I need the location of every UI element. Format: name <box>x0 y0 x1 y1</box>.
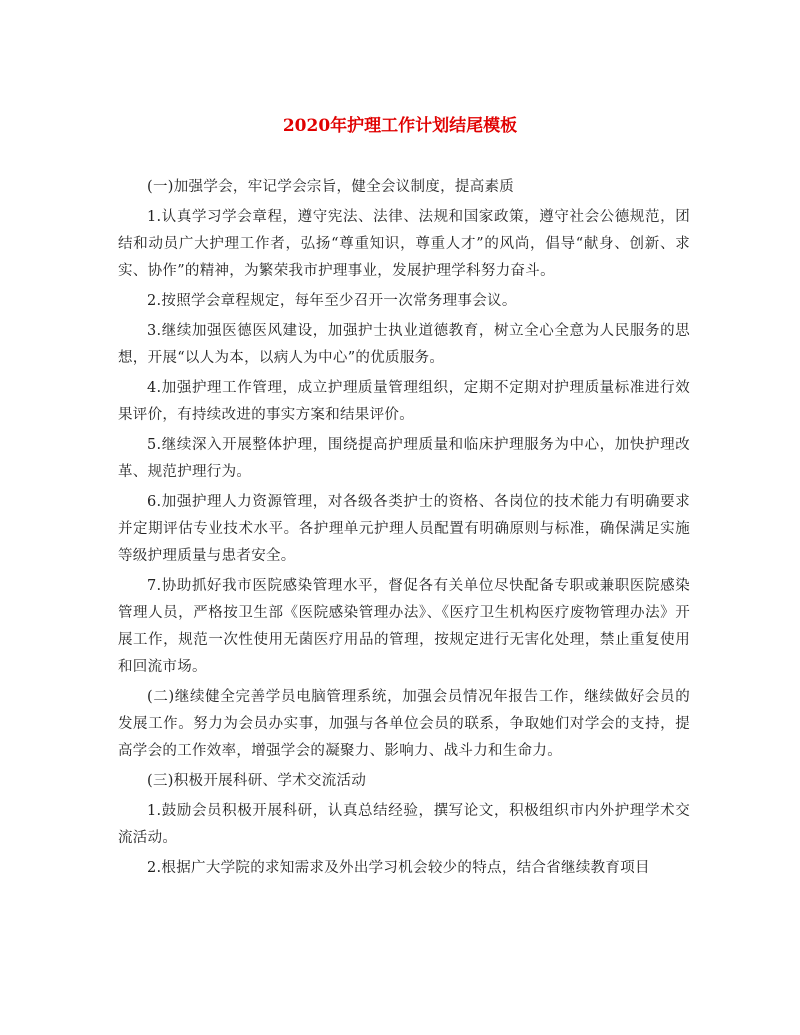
paragraph-section-3-heading: (三)积极开展科研、学术交流活动 <box>147 773 367 789</box>
paragraph-item-3: 3.继续加强医德医风建设，加强护士执业道德教育，树立全心全意为人民服务的思想，开展“以人为本，以病人为中心”的优质服务。 <box>118 323 690 366</box>
paragraph-item-1: 1.认真学习学会章程，遵守宪法、法律、法规和国家政策，遵守社会公德规范，团结和动员广大护理工作者，弘扬“尊重知识，尊重人才”的风尚，倡导“献身、创新、求实、协作”的精神，为繁荣我市护理事业，发展护理学科努力奋斗。 <box>118 209 690 279</box>
document-title: 2020年护理工作计划结尾模板 <box>282 116 518 136</box>
paragraph-item-7: 7.协助抓好我市医院感染管理水平，督促各有关单位尽快配备专职或兼职医院感染管理人员，严格按卫生部《医院感染管理办法》、《医疗卫生机构医疗废物管理办法》开展工作，规范一次性使用无菌医疗用品的管理，按规定进行无害化处理，禁止重复使用和回流市场。 <box>118 578 690 675</box>
paragraph-item-2: 2.按照学会章程规定，每年至少召开一次常务理事会议。 <box>147 293 517 309</box>
paragraph-section-1-heading: (一)加强学会，牢记学会宗旨，健全会议制度，提高素质 <box>147 179 515 195</box>
document-body <box>118 174 690 885</box>
paragraph-item-5: 5.继续深入开展整体护理，围绕提高护理质量和临床护理服务为中心，加快护理改革、规范护理行为。 <box>118 437 690 480</box>
paragraph-item-6: 6.加强护理人力资源管理，对各级各类护士的资格、各岗位的技术能力有明确要求并定期评估专业技术水平。各护理单元护理人员配置有明确原则与标准，确保满足实施等级护理质量与患者安全。 <box>118 494 690 564</box>
paragraph-section-2: (二)继续健全完善学员电脑管理系统，加强会员情况年报告工作，继续做好会员的发展工作。努力为会员办实事，加强与各单位会员的联系，争取她们对学会的支持，提高学会的工作效率，增强学会的凝聚力、影响力、战斗力和生命力。 <box>118 689 690 759</box>
paragraph-item-4: 4.加强护理工作管理，成立护理质量管理组织，定期不定期对护理质量标准进行效果评价，有持续改进的事实方案和结果评价。 <box>118 380 690 423</box>
paragraph-item-3-2: 2.根据广大学院的求知需求及外出学习机会较少的特点，结合省继续教育项目 <box>147 860 650 876</box>
paragraph-item-3-1: 1.鼓励会员积极开展科研，认真总结经验，撰写论文，积极组织市内外护理学术交流活动。 <box>118 803 690 846</box>
